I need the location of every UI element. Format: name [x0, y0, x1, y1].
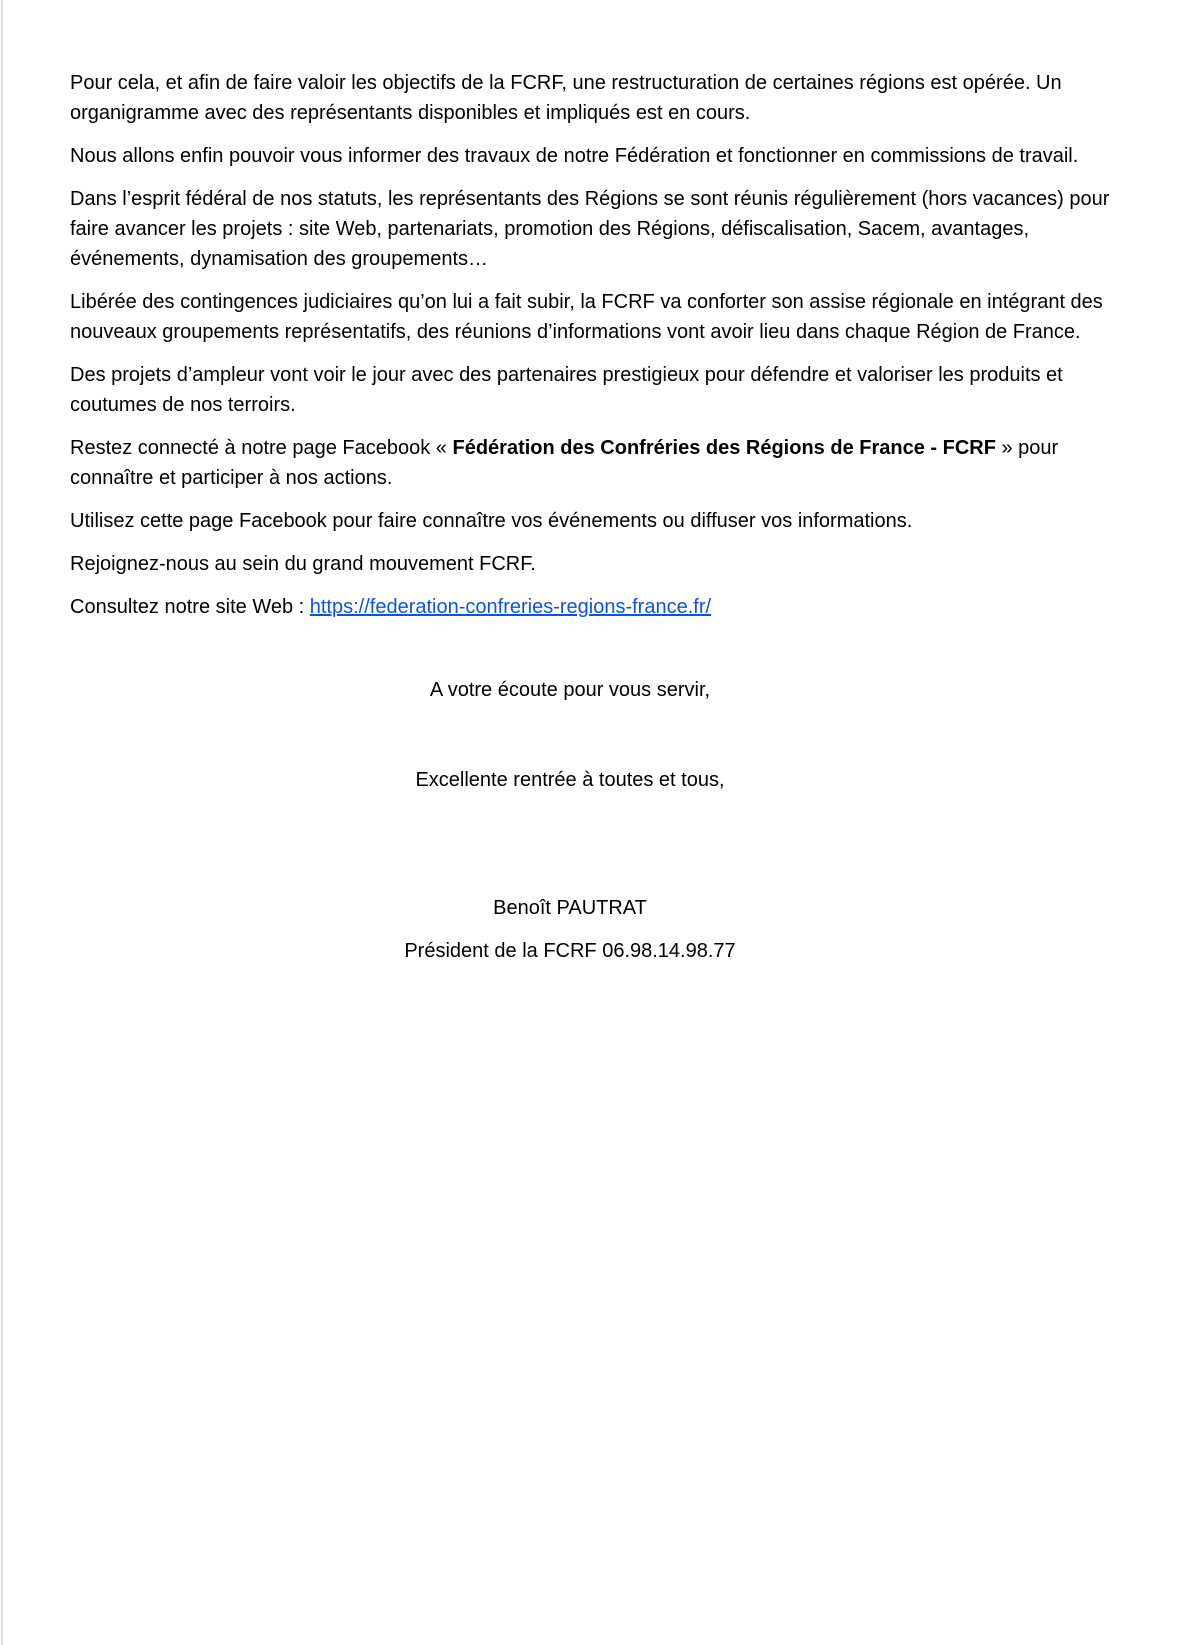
paragraph-restructuration: Pour cela, et afin de faire valoir les objectifs de la FCRF, une restructuration de certaines régions est opérée. Un organigramme avec des représentants disponibles et impliqués est en cours. — [70, 72, 1062, 124]
facebook-text-pre: Restez connecté à notre page Facebook « — [70, 437, 453, 459]
facebook-text-post: » pour connaître et participer à nos actions. — [70, 437, 1059, 489]
closing-rentree: Excellente rentrée à toutes et tous, — [415, 769, 725, 791]
spacer — [70, 635, 1120, 662]
website-link[interactable]: https://federation-confreries-regions-france.fr/ — [309, 596, 712, 618]
facebook-page-name: Fédération des Confréries des Régions de France - FCRF — [452, 437, 996, 459]
spacer — [70, 718, 1120, 752]
paragraph-federation: Nous allons enfin pouvoir vous informer des travaux de notre Fédération et fonctionner en commissions de travail. — [70, 145, 1079, 167]
paragraph-facebook — [70, 433, 1120, 493]
letter-body — [70, 68, 1120, 979]
page-left-edge — [1, 0, 3, 1645]
spacer — [70, 808, 1120, 880]
signature-name: Benoît PAUTRAT — [493, 897, 647, 919]
paragraph-website — [70, 592, 1120, 622]
signature-title: Président de la FCRF 06.98.14.98.77 — [404, 940, 736, 962]
paragraph-utilisez: Utilisez cette page Facebook pour faire connaître vos événements ou diffuser vos informations. — [70, 510, 913, 532]
paragraph-esprit-federal: Dans l’esprit fédéral de nos statuts, les représentants des Régions se sont réunis régulièrement (hors vacances) pour faire avancer les projets : site Web, partenariats, promotion des Régions, défiscalisation, Sacem, avantages, événements, dynamisation des groupements… — [70, 188, 1110, 270]
closing-ecoute: A votre écoute pour vous servir, — [429, 679, 711, 701]
paragraph-liberee: Libérée des contingences judiciaires qu’on lui a fait subir, la FCRF va conforter son assise régionale en intégrant des nouveaux groupements représentatifs, des réunions d’informations vont avoir lieu dans chaque Région de France. — [70, 291, 1103, 343]
website-label: Consultez notre site Web : — [70, 596, 310, 618]
paragraph-projets: Des projets d’ampleur vont voir le jour avec des partenaires prestigieux pour défendre et valoriser les produits et coutumes de nos terroirs. — [70, 364, 1063, 416]
paragraph-rejoignez: Rejoignez-nous au sein du grand mouvement FCRF. — [70, 553, 536, 575]
